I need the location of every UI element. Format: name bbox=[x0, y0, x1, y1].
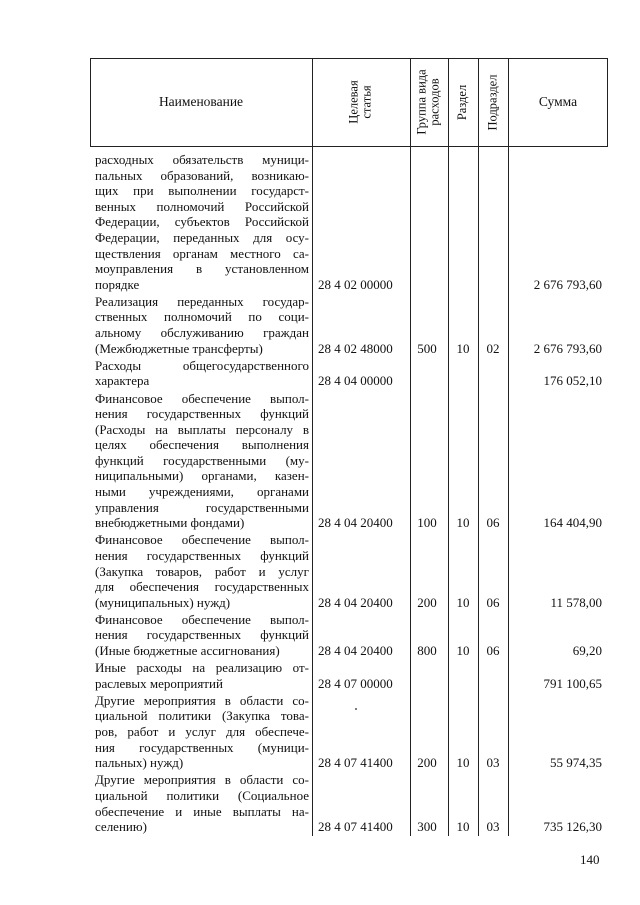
row-name-line: нения государственных функций bbox=[95, 547, 309, 563]
row-name-line: расходных обязательств муници- bbox=[95, 152, 309, 167]
row-name-line: щих при выполнении государст- bbox=[95, 183, 309, 199]
row-name-line: Расходы общегосударственного bbox=[95, 357, 309, 373]
row-name bbox=[95, 532, 309, 610]
row-name-line: обеспечение и иные выплаты на- bbox=[95, 803, 309, 819]
header-section-label: Раздел bbox=[455, 84, 470, 120]
row-code: 28 4 04 20400 bbox=[318, 515, 393, 531]
row-section: 10 bbox=[456, 755, 470, 771]
row-name bbox=[95, 294, 309, 356]
header-group bbox=[410, 58, 448, 146]
row-subsection: 03 bbox=[486, 819, 500, 835]
row-subsection: 03 bbox=[486, 755, 500, 771]
row-sum: 2 676 793,60 bbox=[533, 276, 602, 292]
row-name bbox=[95, 391, 309, 531]
row-code: 28 4 04 20400 bbox=[318, 594, 393, 610]
row-sum: 164 404,90 bbox=[543, 515, 602, 531]
row-code: 28 4 04 00000 bbox=[318, 373, 393, 389]
row-section: 10 bbox=[456, 515, 470, 531]
row-name-line: циальной политики (Социальное bbox=[95, 787, 309, 803]
row-sum: 791 100,65 bbox=[543, 675, 602, 691]
table-row bbox=[90, 532, 608, 610]
row-group: 300 bbox=[417, 819, 437, 835]
row-name bbox=[95, 660, 309, 691]
row-code: 28 4 07 00000 bbox=[318, 675, 393, 691]
row-name-line: внебюджетными фондами) bbox=[95, 515, 245, 531]
row-name bbox=[95, 612, 309, 659]
header-target-line1: Целевая bbox=[347, 80, 361, 124]
row-name bbox=[95, 152, 309, 292]
header-sum: Сумма bbox=[538, 94, 578, 109]
row-code: 28 4 07 41400 bbox=[318, 755, 393, 771]
row-name-line: ственных полномочий по соци- bbox=[95, 309, 309, 325]
row-name-line: селению) bbox=[95, 819, 147, 835]
row-sum: 55 974,35 bbox=[550, 755, 602, 771]
row-name-line: моуправления в установленном bbox=[95, 261, 309, 277]
row-group: 800 bbox=[417, 643, 437, 659]
table-row bbox=[90, 660, 608, 691]
header-group-line2: расходов bbox=[428, 78, 443, 126]
row-name-line: нения государственных функций bbox=[95, 406, 309, 422]
row-name-line: Реализация переданных государ- bbox=[95, 293, 309, 309]
header-subsection-label: Подраздел bbox=[485, 74, 500, 130]
row-name-line: (Межбюджетные трансферты) bbox=[95, 340, 263, 356]
row-sum: 11 578,00 bbox=[550, 594, 602, 610]
row-name-line: функций государственными (му- bbox=[95, 452, 309, 468]
table-row bbox=[90, 152, 608, 292]
row-name-line: Федерации, субъектов Российской bbox=[95, 214, 309, 230]
row-sum: 2 676 793,60 bbox=[533, 340, 602, 356]
row-name-line: (Закупка товаров, работ и услуг bbox=[95, 563, 309, 579]
row-subsection: 02 bbox=[486, 340, 500, 356]
row-name-line: Иные расходы на реализацию от- bbox=[95, 660, 309, 676]
header-bottom-border bbox=[90, 146, 608, 147]
row-name-line: нения государственных функций bbox=[95, 627, 309, 643]
row-subsection: 06 bbox=[486, 594, 500, 610]
row-group: 200 bbox=[417, 755, 437, 771]
row-section: 10 bbox=[456, 340, 470, 356]
row-name-line: Другие мероприятия в области со- bbox=[95, 692, 309, 708]
row-name-line: ществления органам местного са- bbox=[95, 245, 309, 261]
row-name-line: для обеспечения государственных bbox=[95, 579, 309, 595]
row-section: 10 bbox=[456, 594, 470, 610]
row-name-line: Финансовое обеспечение выпол- bbox=[95, 532, 309, 548]
row-name-line: целях обеспечения выполнения bbox=[95, 437, 309, 453]
row-name bbox=[95, 358, 309, 389]
table-row bbox=[90, 358, 608, 389]
row-code: 28 4 02 00000 bbox=[318, 276, 393, 292]
row-name-line: ными учреждениями, органами bbox=[95, 484, 309, 500]
row-name-line: ния государственных (муници- bbox=[95, 739, 309, 755]
row-group: 200 bbox=[417, 594, 437, 610]
row-name bbox=[95, 693, 309, 771]
header-target-line2: статья bbox=[360, 85, 374, 119]
table-row bbox=[90, 294, 608, 356]
row-name-line: порядке bbox=[95, 276, 140, 292]
row-name-line: пальных) нужд) bbox=[95, 755, 184, 771]
row-name-line: циальной политики (Закупка това- bbox=[95, 708, 309, 724]
row-sum: 735 126,30 bbox=[543, 819, 602, 835]
row-name bbox=[95, 772, 309, 834]
row-name-line: (муниципальных) нужд) bbox=[95, 594, 231, 610]
row-name-line: Финансовое обеспечение выпол- bbox=[95, 390, 309, 406]
budget-table bbox=[90, 58, 608, 836]
row-subsection: 06 bbox=[486, 643, 500, 659]
row-name-line: (Иные бюджетные ассигнования) bbox=[95, 643, 280, 659]
row-name-line: (Расходы на выплаты персоналу в bbox=[95, 421, 309, 437]
row-section: 10 bbox=[456, 819, 470, 835]
table-row bbox=[90, 693, 608, 771]
row-group: 100 bbox=[417, 515, 437, 531]
header-group-line1: Группа вида bbox=[415, 69, 430, 135]
row-name-line: ров, работ и услуг для обеспече- bbox=[95, 724, 309, 740]
row-section: 10 bbox=[456, 643, 470, 659]
row-group: 500 bbox=[417, 340, 437, 356]
table-row bbox=[90, 391, 608, 531]
row-name-line: Финансовое обеспечение выпол- bbox=[95, 611, 309, 627]
row-name-line: управления государственными bbox=[95, 499, 309, 515]
table-row bbox=[90, 772, 608, 834]
row-name-line: ниципальными) органами, казен- bbox=[95, 468, 309, 484]
row-name-line: венных полномочий Российской bbox=[95, 198, 309, 214]
row-name-line: Другие мероприятия в области со- bbox=[95, 772, 309, 788]
row-name-line: раслевых мероприятий bbox=[95, 675, 223, 691]
header-section bbox=[448, 58, 478, 146]
header-subsection bbox=[478, 58, 508, 146]
row-code: 28 4 02 48000 bbox=[318, 340, 393, 356]
row-name-line: характера bbox=[95, 373, 150, 389]
scan-speck bbox=[355, 708, 357, 710]
row-code: 28 4 04 20400 bbox=[318, 643, 393, 659]
row-code: 28 4 07 41400 bbox=[318, 819, 393, 835]
header-target bbox=[312, 58, 410, 146]
row-subsection: 06 bbox=[486, 515, 500, 531]
row-name-line: альному обслуживанию граждан bbox=[95, 325, 309, 341]
header-name: Наименование bbox=[158, 94, 244, 109]
row-name-line: пальных образований, возникаю- bbox=[95, 167, 309, 183]
page-number: 140 bbox=[580, 852, 600, 867]
row-name-line: Федерации, переданных для осу- bbox=[95, 229, 309, 245]
table-row bbox=[90, 612, 608, 659]
row-sum: 69,20 bbox=[572, 643, 602, 659]
row-sum: 176 052,10 bbox=[543, 373, 602, 389]
